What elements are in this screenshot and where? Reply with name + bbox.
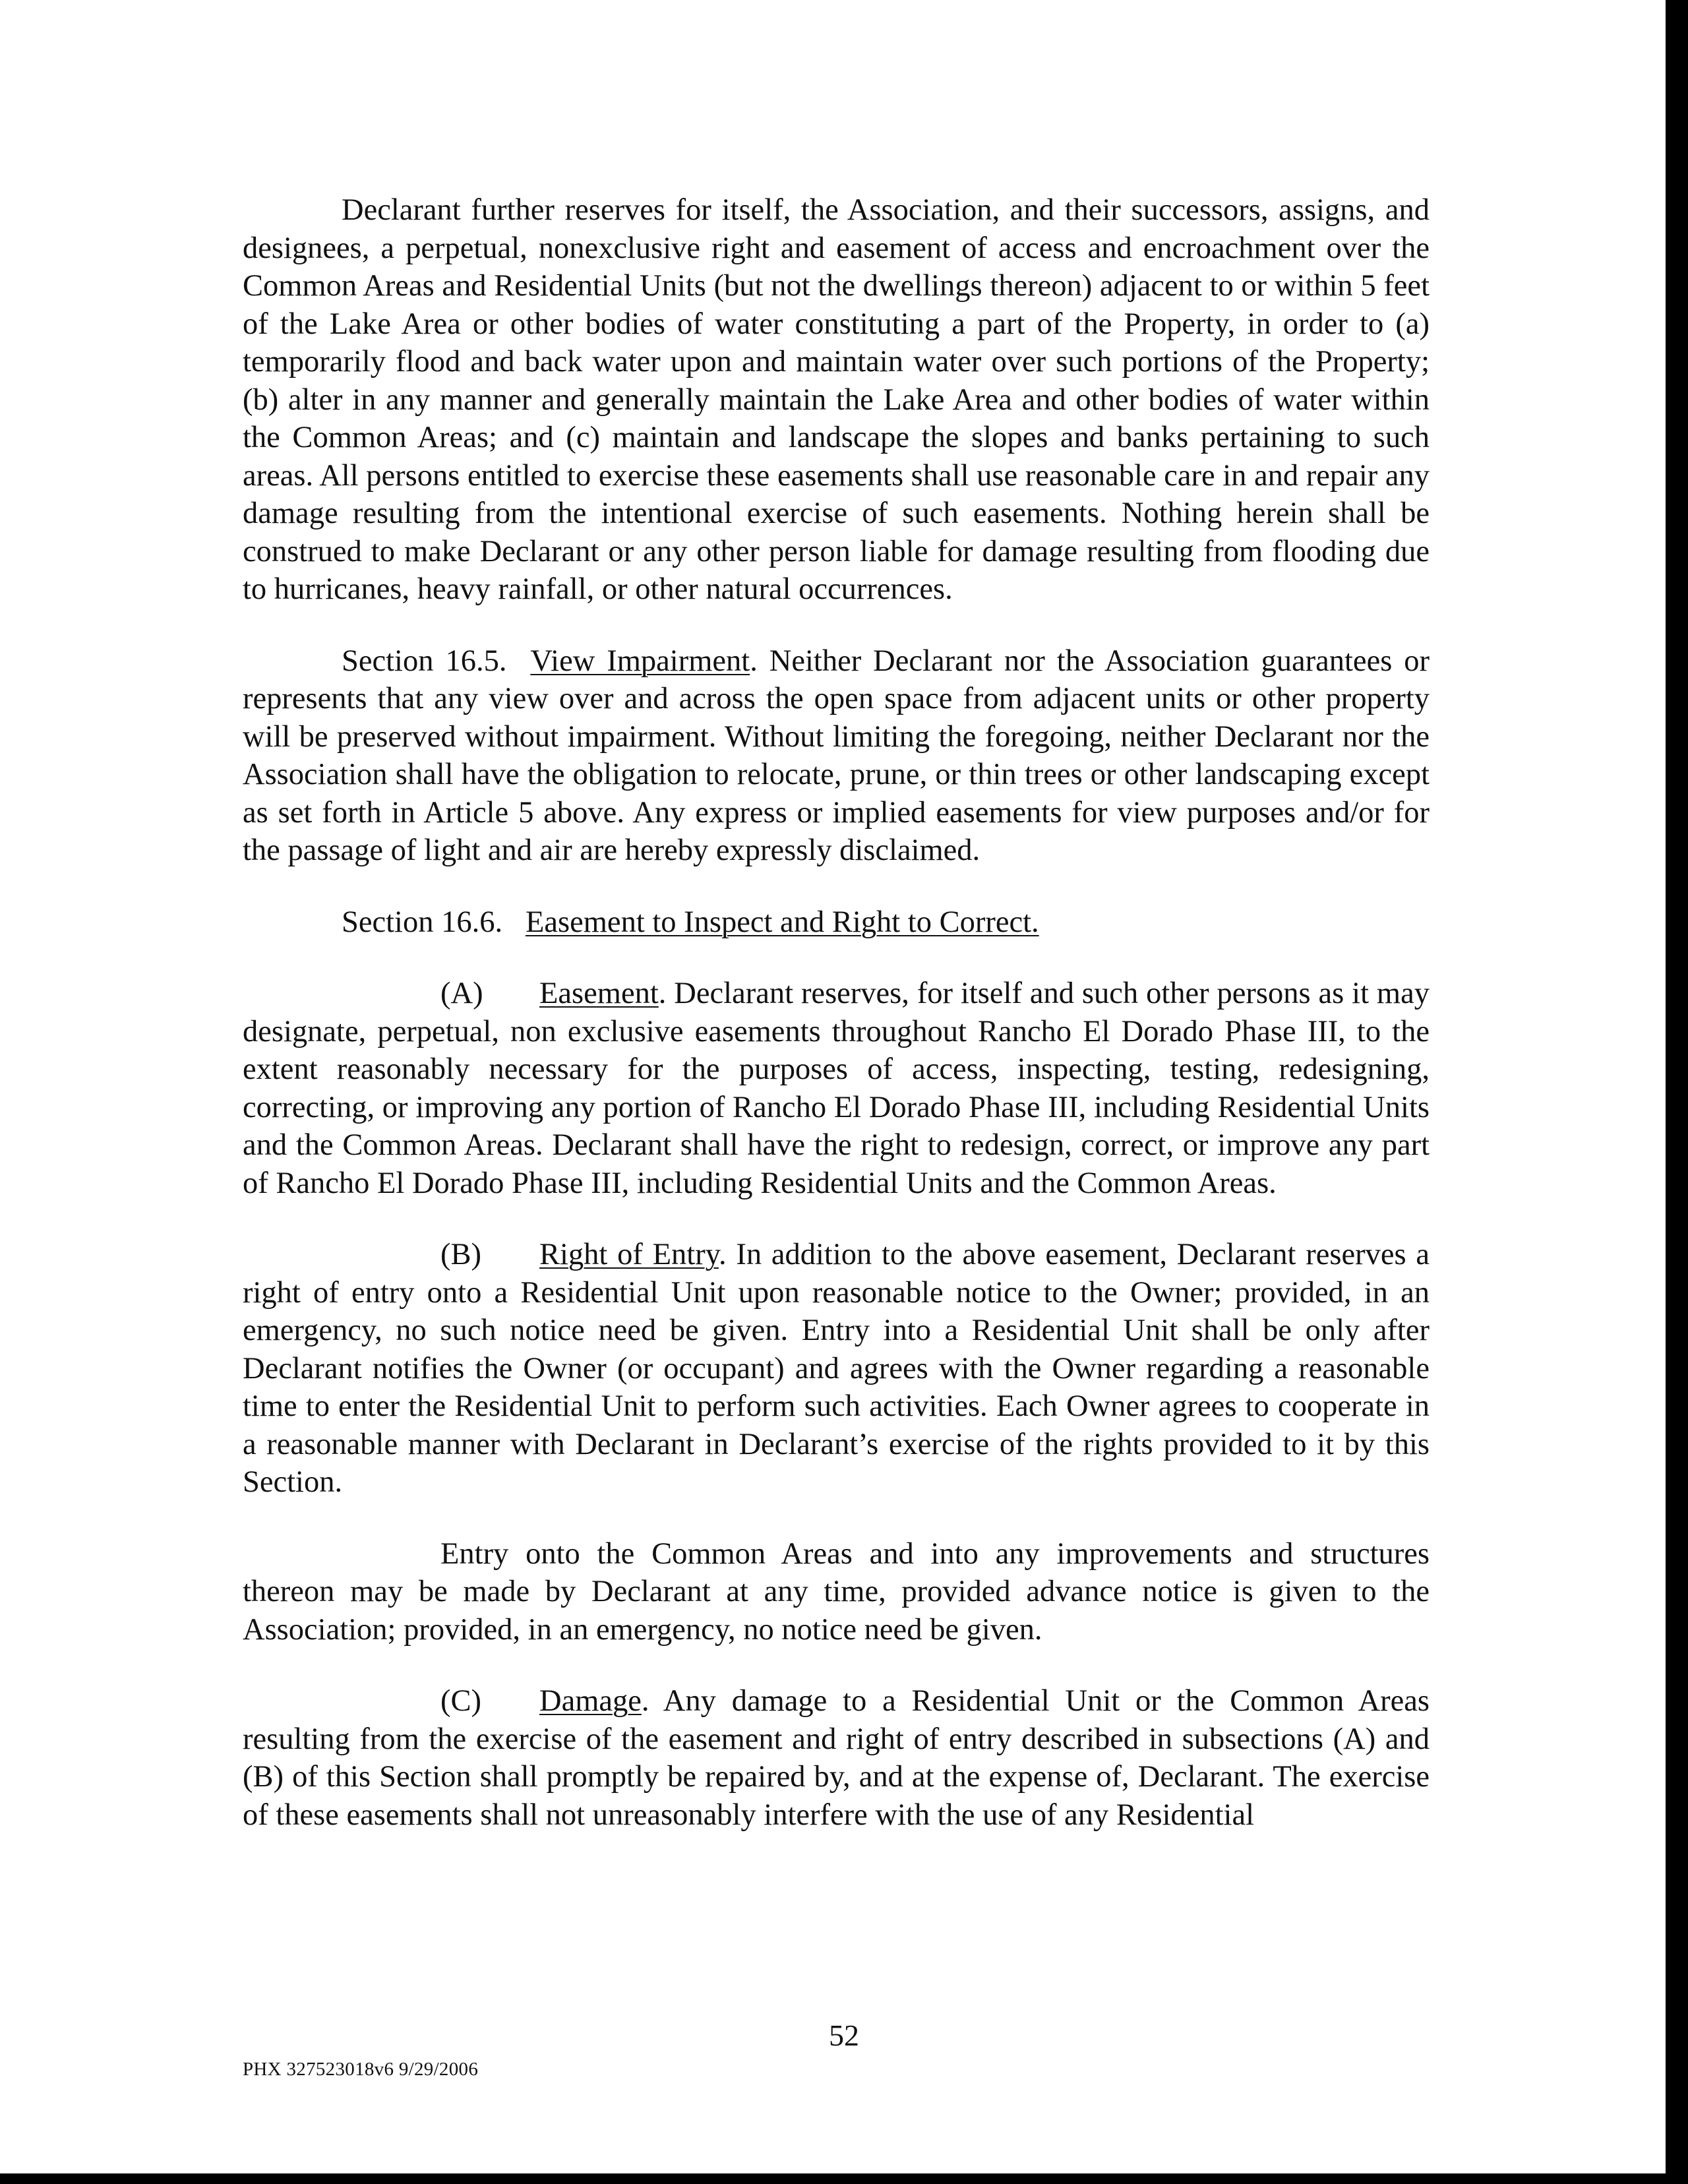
scan-border-bottom: [0, 2173, 1688, 2184]
subsection-title: Right of Entry: [539, 1238, 719, 1271]
paragraph-entry-common-areas: Entry onto the Common Areas and into any improvements and structures thereon may be made by Declarant at any time, provided advance notice is given to the Association; provided, in an emergency, no notice need be given.: [243, 1536, 1430, 1647]
subsection-label: (C): [440, 1684, 481, 1718]
subsection-text: . In addition to the above easement, Declarant reserves a right of entry onto a Residential Unit upon reasonable notice to the Owner; provided, in an emergency, no such notice need be given. Entry into a Residential Unit shall be only after Declarant notifies the Owner (or occupant) and agrees with the Owner regarding a reasonable time to enter the Residential Unit to perform such activities. Each Owner agrees to cooperate in a reasonable manner with Declarant in Declarant’s exercise of the rights provided to it by this Section.: [243, 1238, 1430, 1499]
subsection-a-easement: [243, 975, 1430, 1202]
section-title: Easement to Inspect and Right to Correct.: [525, 905, 1039, 939]
section-number: Section 16.6.: [342, 905, 503, 939]
subsection-title: Damage: [539, 1684, 642, 1718]
subsection-title: Easement: [539, 977, 659, 1010]
scan-border-right: [1666, 0, 1688, 2184]
subsection-c-damage: [243, 1682, 1430, 1834]
subsection-label: (A): [440, 977, 483, 1010]
section-text: . Neither Declarant nor the Association guarantees or represents that any view over and across the open space from adjacent units or other property will be preserved without impairment. Without limiting the foregoing, neither Declarant nor the Association shall have the obligation to relocate, prune, or thin trees or other landscaping except as set forth in Article 5 above. Any express or implied easements for view purposes and/or for the passage of light and air are hereby expressly disclaimed.: [243, 644, 1430, 867]
paragraph-reserved-easement: Declarant further reserves for itself, the Association, and their successors, assigns, and designees, a perpetual, nonexclusive right and easement of access and encroachment over the Common Areas and Residential Units (but not the dwellings thereon) adjacent to or within 5 feet of the Lake Area or other bodies of water constituting a part of the Property, in order to (a) temporarily flood and back water upon and maintain water over such portions of the Property; (b) alter in any manner and generally maintain the Lake Area and other bodies of water within the Common Areas; and (c) maintain and landscape the slopes and banks pertaining to such areas. All persons entitled to exercise these easements shall use reasonable care in and repair any damage resulting from the intentional exercise of such easements. Nothing herein shall be construed to make Declarant or any other person liable for damage resulting from flooding due to hurricanes, heavy rainfall, or other natural occurrences.: [243, 193, 1430, 606]
document-id: PHX 327523018v6 9/29/2006: [243, 2059, 479, 2080]
subsection-b-right-of-entry: [243, 1236, 1430, 1502]
subsection-text: . Any damage to a Residential Unit or the Common Areas resulting from the exercise of the easement and right of entry described in subsections (A) and (B) of this Section shall promptly be repaired by, and at the expense of, Declarant. The exercise of these easements shall not unreasonably interfere with the use of any Residential: [243, 1684, 1430, 1832]
section-16-5: [243, 642, 1430, 870]
section-16-6-heading: [243, 903, 1430, 942]
section-number: Section 16.5.: [342, 644, 507, 678]
subsection-label: (B): [440, 1238, 481, 1271]
page-number: 52: [829, 2018, 859, 2052]
document-page: [243, 191, 1430, 1867]
subsection-text: . Declarant reserves, for itself and such other persons as it may designate, perpetual, non exclusive easements throughout Rancho El Dorado Phase III, to the extent reasonably necessary for the purposes of access, inspecting, testing, redesigning, correcting, or improving any portion of Rancho El Dorado Phase III, including Residential Units and the Common Areas. Declarant shall have the right to redesign, correct, or improve any part of Rancho El Dorado Phase III, including Residential Units and the Common Areas.: [243, 977, 1430, 1200]
section-title: View Impairment: [530, 644, 750, 678]
